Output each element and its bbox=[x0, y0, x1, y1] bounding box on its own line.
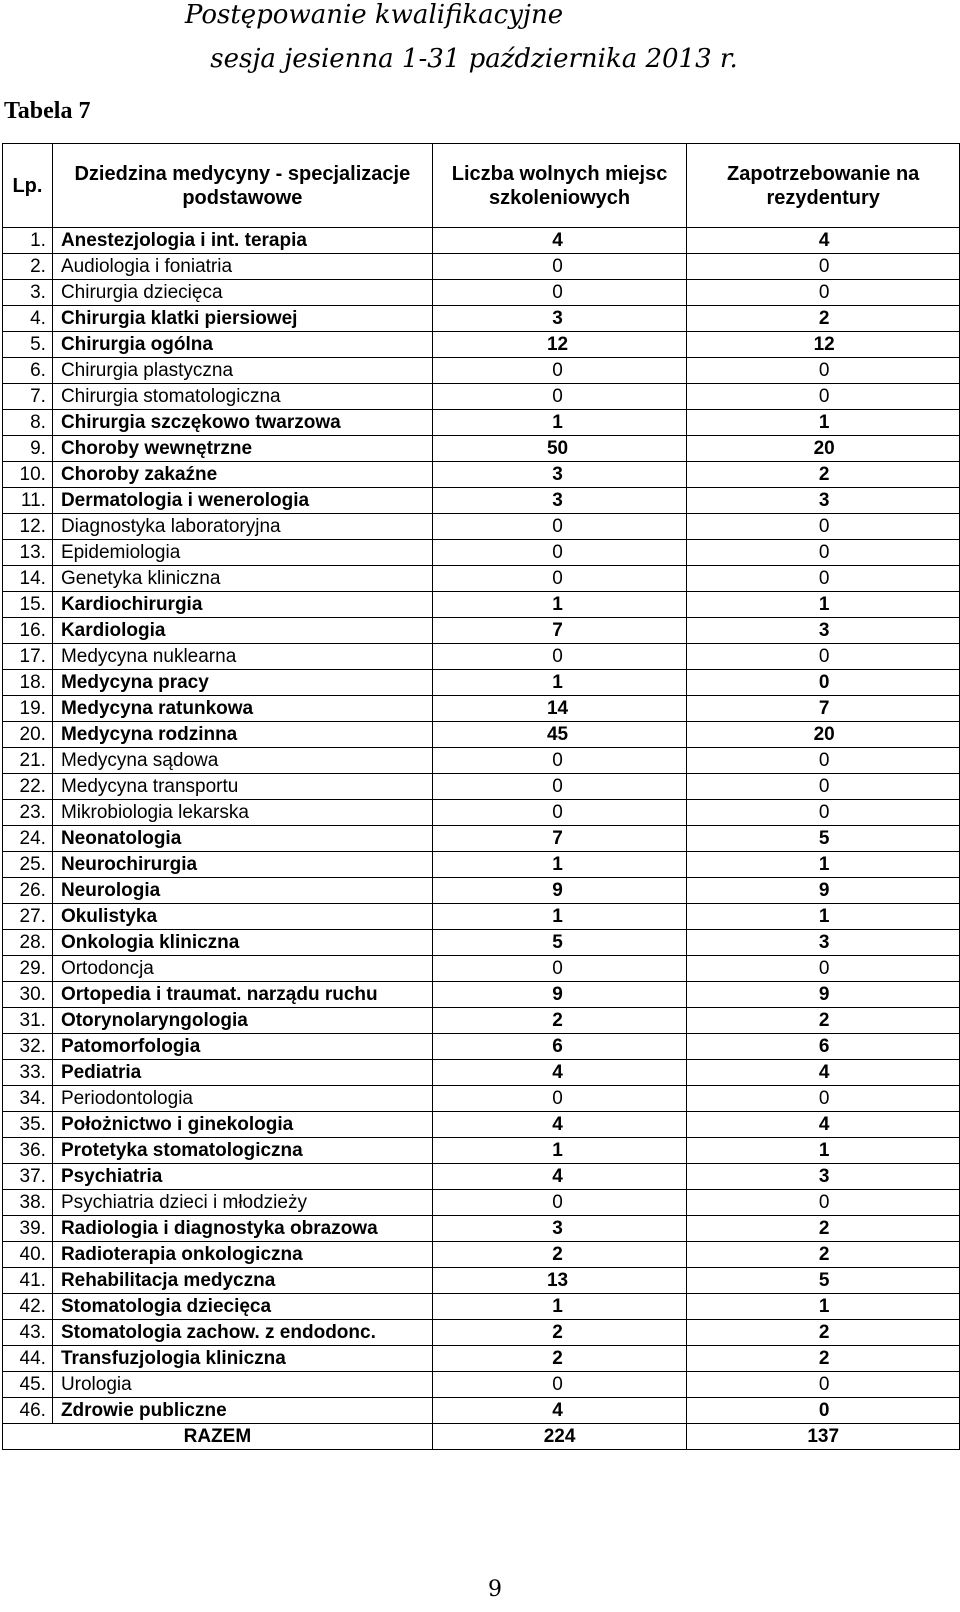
residency-demand-value: 1 bbox=[687, 592, 960, 618]
table-row bbox=[3, 1294, 960, 1320]
row-number: 27. bbox=[3, 904, 53, 930]
free-places-value: 9 bbox=[432, 982, 687, 1008]
table-body bbox=[3, 228, 960, 1450]
row-number: 1. bbox=[3, 228, 53, 254]
total-demand: 137 bbox=[687, 1424, 960, 1450]
header-demand: Zapotrzebowanie na rezydentury bbox=[687, 144, 960, 228]
row-number: 25. bbox=[3, 852, 53, 878]
row-number: 4. bbox=[3, 306, 53, 332]
residency-demand-value: 2 bbox=[687, 1242, 960, 1268]
residency-demand-value: 4 bbox=[687, 228, 960, 254]
specialization-name: Stomatologia zachow. z endodonc. bbox=[52, 1320, 432, 1346]
row-number: 36. bbox=[3, 1138, 53, 1164]
header-field: Dziedzina medycyny - specjalizacje podstawowe bbox=[52, 144, 432, 228]
free-places-value: 12 bbox=[432, 332, 687, 358]
free-places-value: 1 bbox=[432, 1294, 687, 1320]
table-row bbox=[3, 1190, 960, 1216]
row-number: 40. bbox=[3, 1242, 53, 1268]
table-label: Tabela 7 bbox=[4, 98, 91, 124]
table-row bbox=[3, 1034, 960, 1060]
specialization-name: Chirurgia ogólna bbox=[52, 332, 432, 358]
residency-demand-value: 0 bbox=[687, 800, 960, 826]
row-number: 10. bbox=[3, 462, 53, 488]
table-row bbox=[3, 1372, 960, 1398]
table-row bbox=[3, 800, 960, 826]
table-row bbox=[3, 1008, 960, 1034]
free-places-value: 0 bbox=[432, 280, 687, 306]
row-number: 39. bbox=[3, 1216, 53, 1242]
residency-demand-value: 2 bbox=[687, 1216, 960, 1242]
row-number: 29. bbox=[3, 956, 53, 982]
specialization-name: Anestezjologia i int. terapia bbox=[52, 228, 432, 254]
residency-demand-value: 0 bbox=[687, 358, 960, 384]
table-row bbox=[3, 618, 960, 644]
table-row bbox=[3, 358, 960, 384]
residency-demand-value: 5 bbox=[687, 1268, 960, 1294]
table-row bbox=[3, 1112, 960, 1138]
row-number: 41. bbox=[3, 1268, 53, 1294]
free-places-value: 50 bbox=[432, 436, 687, 462]
row-number: 21. bbox=[3, 748, 53, 774]
document-title: Postępowanie kwalifikacyjne bbox=[184, 0, 564, 30]
free-places-value: 0 bbox=[432, 254, 687, 280]
total-places: 224 bbox=[432, 1424, 687, 1450]
specialization-name: Medycyna pracy bbox=[52, 670, 432, 696]
free-places-value: 1 bbox=[432, 852, 687, 878]
row-number: 14. bbox=[3, 566, 53, 592]
specialization-name: Epidemiologia bbox=[52, 540, 432, 566]
residency-demand-value: 3 bbox=[687, 488, 960, 514]
free-places-value: 7 bbox=[432, 618, 687, 644]
table-row bbox=[3, 1398, 960, 1424]
free-places-value: 1 bbox=[432, 592, 687, 618]
free-places-value: 0 bbox=[432, 384, 687, 410]
residency-demand-value: 0 bbox=[687, 384, 960, 410]
row-number: 28. bbox=[3, 930, 53, 956]
residency-demand-value: 9 bbox=[687, 982, 960, 1008]
header-lp: Lp. bbox=[3, 144, 53, 228]
table-row bbox=[3, 332, 960, 358]
table-row bbox=[3, 1320, 960, 1346]
specialization-name: Medycyna sądowa bbox=[52, 748, 432, 774]
row-number: 3. bbox=[3, 280, 53, 306]
table-row bbox=[3, 254, 960, 280]
row-number: 33. bbox=[3, 1060, 53, 1086]
residency-demand-value: 6 bbox=[687, 1034, 960, 1060]
specialization-name: Chirurgia szczękowo twarzowa bbox=[52, 410, 432, 436]
residency-demand-value: 0 bbox=[687, 644, 960, 670]
row-number: 45. bbox=[3, 1372, 53, 1398]
table-row bbox=[3, 748, 960, 774]
free-places-value: 5 bbox=[432, 930, 687, 956]
table-row bbox=[3, 982, 960, 1008]
row-number: 38. bbox=[3, 1190, 53, 1216]
residency-demand-value: 1 bbox=[687, 1294, 960, 1320]
free-places-value: 1 bbox=[432, 670, 687, 696]
free-places-value: 2 bbox=[432, 1346, 687, 1372]
residency-demand-value: 0 bbox=[687, 566, 960, 592]
row-number: 11. bbox=[3, 488, 53, 514]
table-row bbox=[3, 1138, 960, 1164]
table-row bbox=[3, 514, 960, 540]
row-number: 43. bbox=[3, 1320, 53, 1346]
residency-demand-value: 20 bbox=[687, 722, 960, 748]
row-number: 46. bbox=[3, 1398, 53, 1424]
free-places-value: 3 bbox=[432, 306, 687, 332]
row-number: 17. bbox=[3, 644, 53, 670]
row-number: 12. bbox=[3, 514, 53, 540]
specialization-name: Neurochirurgia bbox=[52, 852, 432, 878]
row-number: 5. bbox=[3, 332, 53, 358]
specialization-name: Periodontologia bbox=[52, 1086, 432, 1112]
free-places-value: 3 bbox=[432, 1216, 687, 1242]
row-number: 9. bbox=[3, 436, 53, 462]
specialization-name: Onkologia kliniczna bbox=[52, 930, 432, 956]
specialization-name: Urologia bbox=[52, 1372, 432, 1398]
free-places-value: 0 bbox=[432, 748, 687, 774]
free-places-value: 0 bbox=[432, 1372, 687, 1398]
residency-demand-value: 9 bbox=[687, 878, 960, 904]
residency-demand-value: 2 bbox=[687, 1008, 960, 1034]
row-number: 37. bbox=[3, 1164, 53, 1190]
free-places-value: 4 bbox=[432, 228, 687, 254]
residency-demand-value: 0 bbox=[687, 670, 960, 696]
residency-demand-value: 2 bbox=[687, 306, 960, 332]
residency-demand-value: 0 bbox=[687, 1398, 960, 1424]
specialization-name: Psychiatria bbox=[52, 1164, 432, 1190]
row-number: 35. bbox=[3, 1112, 53, 1138]
specialization-name: Chirurgia dziecięca bbox=[52, 280, 432, 306]
free-places-value: 2 bbox=[432, 1242, 687, 1268]
residency-demand-value: 20 bbox=[687, 436, 960, 462]
residency-demand-value: 0 bbox=[687, 774, 960, 800]
table-row bbox=[3, 930, 960, 956]
free-places-value: 0 bbox=[432, 358, 687, 384]
specialization-name: Ortodoncja bbox=[52, 956, 432, 982]
row-number: 18. bbox=[3, 670, 53, 696]
row-number: 24. bbox=[3, 826, 53, 852]
table-row bbox=[3, 566, 960, 592]
specialization-name: Patomorfologia bbox=[52, 1034, 432, 1060]
free-places-value: 6 bbox=[432, 1034, 687, 1060]
free-places-value: 4 bbox=[432, 1164, 687, 1190]
free-places-value: 1 bbox=[432, 904, 687, 930]
free-places-value: 7 bbox=[432, 826, 687, 852]
residency-demand-value: 0 bbox=[687, 1372, 960, 1398]
specialization-name: Otorynolaryngologia bbox=[52, 1008, 432, 1034]
free-places-value: 4 bbox=[432, 1060, 687, 1086]
specialization-name: Pediatria bbox=[52, 1060, 432, 1086]
residency-demand-value: 0 bbox=[687, 748, 960, 774]
residency-demand-value: 0 bbox=[687, 540, 960, 566]
free-places-value: 4 bbox=[432, 1112, 687, 1138]
table-row bbox=[3, 956, 960, 982]
specialization-name: Stomatologia dziecięca bbox=[52, 1294, 432, 1320]
row-number: 2. bbox=[3, 254, 53, 280]
residency-demand-value: 12 bbox=[687, 332, 960, 358]
specialization-name: Neonatologia bbox=[52, 826, 432, 852]
row-number: 15. bbox=[3, 592, 53, 618]
table-row bbox=[3, 1060, 960, 1086]
specialization-name: Diagnostyka laboratoryjna bbox=[52, 514, 432, 540]
free-places-value: 0 bbox=[432, 566, 687, 592]
table-row bbox=[3, 644, 960, 670]
residency-demand-value: 2 bbox=[687, 462, 960, 488]
residency-demand-value: 2 bbox=[687, 1346, 960, 1372]
free-places-value: 13 bbox=[432, 1268, 687, 1294]
table-row bbox=[3, 696, 960, 722]
row-number: 31. bbox=[3, 1008, 53, 1034]
free-places-value: 0 bbox=[432, 1086, 687, 1112]
specialization-name: Kardiologia bbox=[52, 618, 432, 644]
specialization-name: Choroby wewnętrzne bbox=[52, 436, 432, 462]
residency-demand-value: 1 bbox=[687, 904, 960, 930]
residency-demand-value: 2 bbox=[687, 1320, 960, 1346]
residency-demand-value: 4 bbox=[687, 1112, 960, 1138]
row-number: 19. bbox=[3, 696, 53, 722]
specialization-name: Okulistyka bbox=[52, 904, 432, 930]
specialization-name: Medycyna ratunkowa bbox=[52, 696, 432, 722]
residency-demand-value: 0 bbox=[687, 1086, 960, 1112]
total-label: RAZEM bbox=[3, 1424, 433, 1450]
free-places-value: 0 bbox=[432, 1190, 687, 1216]
table-row bbox=[3, 462, 960, 488]
table-row bbox=[3, 384, 960, 410]
row-number: 32. bbox=[3, 1034, 53, 1060]
specialization-name: Mikrobiologia lekarska bbox=[52, 800, 432, 826]
table-row bbox=[3, 1242, 960, 1268]
row-number: 16. bbox=[3, 618, 53, 644]
free-places-value: 0 bbox=[432, 774, 687, 800]
free-places-value: 2 bbox=[432, 1320, 687, 1346]
row-number: 7. bbox=[3, 384, 53, 410]
residency-demand-value: 1 bbox=[687, 1138, 960, 1164]
specialization-name: Audiologia i foniatria bbox=[52, 254, 432, 280]
row-number: 44. bbox=[3, 1346, 53, 1372]
table-row bbox=[3, 306, 960, 332]
table-row bbox=[3, 488, 960, 514]
table-row bbox=[3, 280, 960, 306]
free-places-value: 14 bbox=[432, 696, 687, 722]
specialization-name: Medycyna transportu bbox=[52, 774, 432, 800]
specialization-name: Położnictwo i ginekologia bbox=[52, 1112, 432, 1138]
table-row bbox=[3, 670, 960, 696]
table-row bbox=[3, 1086, 960, 1112]
free-places-value: 1 bbox=[432, 410, 687, 436]
table-row bbox=[3, 1216, 960, 1242]
page-number: 9 bbox=[488, 1577, 502, 1602]
table-row bbox=[3, 904, 960, 930]
table-row bbox=[3, 774, 960, 800]
specialization-name: Neurologia bbox=[52, 878, 432, 904]
residency-demand-value: 0 bbox=[687, 280, 960, 306]
specialization-name: Medycyna nuklearna bbox=[52, 644, 432, 670]
row-number: 6. bbox=[3, 358, 53, 384]
residency-demand-value: 0 bbox=[687, 254, 960, 280]
specialization-name: Genetyka kliniczna bbox=[52, 566, 432, 592]
row-number: 42. bbox=[3, 1294, 53, 1320]
residency-demand-value: 3 bbox=[687, 618, 960, 644]
free-places-value: 1 bbox=[432, 1138, 687, 1164]
table-row bbox=[3, 228, 960, 254]
residency-demand-value: 0 bbox=[687, 956, 960, 982]
residency-demand-value: 1 bbox=[687, 852, 960, 878]
residency-table bbox=[2, 143, 960, 1450]
free-places-value: 3 bbox=[432, 462, 687, 488]
specialization-name: Chirurgia plastyczna bbox=[52, 358, 432, 384]
residency-demand-value: 0 bbox=[687, 1190, 960, 1216]
table-row bbox=[3, 1164, 960, 1190]
table-row bbox=[3, 1268, 960, 1294]
specialization-name: Psychiatria dzieci i młodzieży bbox=[52, 1190, 432, 1216]
specialization-name: Transfuzjologia kliniczna bbox=[52, 1346, 432, 1372]
specialization-name: Chirurgia stomatologiczna bbox=[52, 384, 432, 410]
row-number: 23. bbox=[3, 800, 53, 826]
table-row bbox=[3, 436, 960, 462]
specialization-name: Radiologia i diagnostyka obrazowa bbox=[52, 1216, 432, 1242]
table-row bbox=[3, 540, 960, 566]
table-row bbox=[3, 878, 960, 904]
free-places-value: 0 bbox=[432, 644, 687, 670]
row-number: 20. bbox=[3, 722, 53, 748]
table-row bbox=[3, 722, 960, 748]
row-number: 26. bbox=[3, 878, 53, 904]
specialization-name: Protetyka stomatologiczna bbox=[52, 1138, 432, 1164]
table-row bbox=[3, 592, 960, 618]
specialization-name: Zdrowie publiczne bbox=[52, 1398, 432, 1424]
residency-demand-value: 5 bbox=[687, 826, 960, 852]
document-subtitle: sesja jesienna 1-31 października 2013 r. bbox=[210, 44, 738, 74]
specialization-name: Rehabilitacja medyczna bbox=[52, 1268, 432, 1294]
row-number: 13. bbox=[3, 540, 53, 566]
table-row bbox=[3, 826, 960, 852]
free-places-value: 2 bbox=[432, 1008, 687, 1034]
residency-demand-value: 3 bbox=[687, 930, 960, 956]
free-places-value: 3 bbox=[432, 488, 687, 514]
specialization-name: Radioterapia onkologiczna bbox=[52, 1242, 432, 1268]
free-places-value: 9 bbox=[432, 878, 687, 904]
row-number: 30. bbox=[3, 982, 53, 1008]
total-row bbox=[3, 1424, 960, 1450]
table-row bbox=[3, 852, 960, 878]
specialization-name: Chirurgia klatki piersiowej bbox=[52, 306, 432, 332]
residency-demand-value: 1 bbox=[687, 410, 960, 436]
free-places-value: 4 bbox=[432, 1398, 687, 1424]
residency-demand-value: 7 bbox=[687, 696, 960, 722]
residency-demand-value: 3 bbox=[687, 1164, 960, 1190]
free-places-value: 0 bbox=[432, 514, 687, 540]
free-places-value: 0 bbox=[432, 540, 687, 566]
free-places-value: 45 bbox=[432, 722, 687, 748]
specialization-name: Kardiochirurgia bbox=[52, 592, 432, 618]
row-number: 34. bbox=[3, 1086, 53, 1112]
table-row bbox=[3, 410, 960, 436]
specialization-name: Ortopedia i traumat. narządu ruchu bbox=[52, 982, 432, 1008]
free-places-value: 0 bbox=[432, 800, 687, 826]
specialization-name: Choroby zakaźne bbox=[52, 462, 432, 488]
specialization-name: Dermatologia i wenerologia bbox=[52, 488, 432, 514]
header-places: Liczba wolnych miejsc szkoleniowych bbox=[432, 144, 687, 228]
free-places-value: 0 bbox=[432, 956, 687, 982]
table-header-row bbox=[3, 144, 960, 228]
residency-demand-value: 0 bbox=[687, 514, 960, 540]
row-number: 8. bbox=[3, 410, 53, 436]
specialization-name: Medycyna rodzinna bbox=[52, 722, 432, 748]
table-row bbox=[3, 1346, 960, 1372]
row-number: 22. bbox=[3, 774, 53, 800]
residency-demand-value: 4 bbox=[687, 1060, 960, 1086]
